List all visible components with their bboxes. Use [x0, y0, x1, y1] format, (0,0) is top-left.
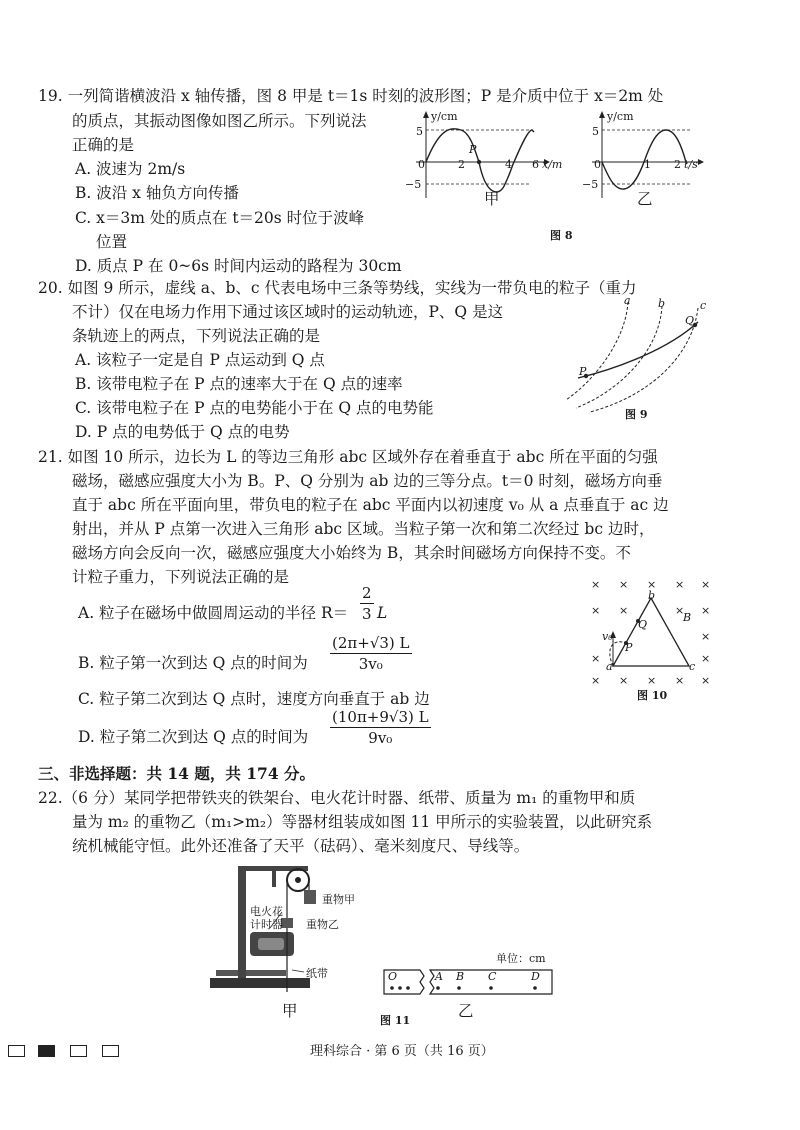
svg-text:×: × — [619, 674, 629, 687]
fig8-yi-tick1: 1 — [644, 158, 651, 171]
fig11-tape-point-c: C — [488, 970, 497, 983]
q21-option-b: B. 粒子第一次到达 Q 点的时间为 — [78, 654, 308, 672]
figure11-caption: 图 11 — [380, 1014, 411, 1027]
section3-heading: 三、非选择题：共 14 题，共 174 分。 — [38, 764, 316, 783]
svg-text:×: × — [647, 578, 657, 591]
q19-stem-line3: 正确的是 — [72, 136, 135, 154]
svg-text:×: × — [591, 604, 601, 617]
fig9-label-a: a — [624, 294, 631, 307]
q19-stem-line2: 的质点，其振动图像如图乙所示。下列说法 — [72, 112, 367, 130]
svg-text:×: × — [701, 674, 711, 687]
figure9-caption: 图 9 — [625, 408, 648, 421]
q20-option-b: B. 该带电粒子在 P 点的速率大于在 Q 点的速率 — [75, 375, 403, 393]
fig8-jia-point-p: P — [469, 143, 477, 156]
q20-option-d: D. P 点的电势低于 Q 点的电势 — [75, 423, 290, 441]
q19-option-c: C. x＝3m 处的质点在 t＝20s 时位于波峰 — [75, 209, 365, 227]
fig9-label-c: c — [700, 299, 707, 312]
q22-stem-line3: 统机械能守恒。此外还准备了天平（砝码）、毫米刻度尺、导线等。 — [72, 837, 530, 855]
fig11-tape-point-a: A — [435, 970, 443, 983]
q20-stem-line1: 20. 如图 9 所示，虚线 a、b、c 代表电场中三条等势线，实线为一带负电的粒子（重力 — [38, 279, 637, 297]
svg-text:×: × — [591, 652, 601, 665]
fig10-vertex-c: c — [689, 660, 696, 673]
fig11-label-weight1: 重物甲 — [322, 893, 355, 906]
fig11-label-tape: 纸带 — [306, 967, 328, 980]
svg-text:×: × — [675, 674, 685, 687]
q21-b-numerator: (2π+√3) L — [332, 634, 410, 652]
q19-option-d: D. 质点 P 在 0~6s 时间内运动的路程为 30cm — [75, 257, 402, 275]
q21-a-denominator: 3 — [362, 605, 372, 623]
q21-stem-line5: 磁场方向会反向一次，磁感应强度大小始终为 B，其余时间磁场方向保持不变。不 — [72, 544, 631, 562]
fig11-jia-name: 甲 — [282, 1002, 298, 1020]
q21-option-d: D. 粒子第二次到达 Q 点的时间为 — [78, 728, 309, 746]
fig8-yi-tick2: 2 — [674, 158, 681, 171]
figure8-vibration-graph — [586, 110, 716, 200]
fig10-point-p: P — [625, 641, 633, 654]
q22-stem-line1: 22.（6 分）某同学把带铁夹的铁架台、电火花计时器、纸带、质量为 m₁ 的重物甲和质 — [38, 789, 636, 807]
figure11-apparatus-diagram — [210, 860, 370, 1010]
q21-option-c: C. 粒子第二次到达 Q 点时，速度方向垂直于 ab 边 — [78, 690, 430, 708]
svg-text:×: × — [701, 652, 711, 665]
fig8-yi-origin: 0 — [594, 158, 601, 171]
figure8-caption: 图 8 — [550, 229, 573, 242]
fig8-yi-xlabel: t/s — [684, 158, 698, 171]
fig8-yi-ylabel: y/cm — [607, 110, 634, 123]
figure10-caption: 图 10 — [637, 689, 668, 702]
fig8-yi-yneg5: −5 — [582, 178, 599, 191]
svg-text:×: × — [675, 604, 685, 617]
figure11-paper-tape — [380, 962, 555, 1002]
fig9-point-q: Q — [685, 314, 695, 327]
fig11-tape-point-o: O — [388, 970, 398, 983]
q21-stem-line2: 磁场，磁感应强度大小为 B。P、Q 分别为 ab 边的三等分点。t＝0 时刻，磁场方向垂 — [72, 472, 663, 490]
svg-text:×: × — [619, 604, 629, 617]
q19-stem-line1: 19. 一列简谐横波沿 x 轴传播，图 8 甲是 t＝1s 时刻的波形图；P 是介质中位于 x＝2m 处 — [38, 87, 664, 105]
fig11-tape-unit: 单位：cm — [496, 952, 546, 965]
q20-option-a: A. 该粒子一定是自 P 点运动到 Q 点 — [75, 351, 325, 369]
svg-text:×: × — [675, 578, 685, 591]
svg-text:×: × — [619, 578, 629, 591]
q21-d-numerator: (10π+9√3) L — [332, 708, 429, 726]
q21-option-b-fraction — [330, 633, 412, 674]
fig10-field-b: B — [683, 611, 692, 624]
fig8-jia-name: 甲 — [484, 190, 500, 208]
svg-text:×: × — [647, 674, 657, 687]
fig10-v0: v₀ — [602, 630, 613, 643]
fig8-jia-tick4: 4 — [505, 158, 512, 171]
svg-text:×: × — [591, 674, 601, 687]
fig8-jia-xlabel: x/m — [542, 158, 563, 171]
q20-option-c: C. 该带电粒子在 P 点的电势能小于在 Q 点的电势能 — [75, 399, 434, 417]
fig8-jia-tick6: 6 — [532, 158, 539, 171]
fig11-tape-point-b: B — [456, 970, 465, 983]
q19-option-c-cont: 位置 — [96, 233, 128, 251]
q21-option-a-tail: L — [377, 604, 388, 622]
figure8-wave-graph — [410, 110, 550, 200]
fig11-label-timer1: 电火花 — [250, 905, 283, 918]
q21-stem-line1: 21. 如图 10 所示，边长为 L 的等边三角形 abc 区域外存在着垂直于 abc 所在平面的匀强 — [38, 448, 658, 466]
footer-marker-2 — [38, 1045, 55, 1057]
q21-b-denominator: 3v₀ — [358, 655, 383, 673]
fig8-jia-yneg5: −5 — [405, 178, 422, 191]
footer-marker-3 — [70, 1045, 87, 1057]
fig8-yi-y5: 5 — [592, 125, 599, 138]
fig11-label-timer2: 计时器 — [250, 918, 283, 931]
svg-text:×: × — [701, 630, 711, 643]
fig8-jia-tick2: 2 — [458, 158, 465, 171]
fig10-point-q: Q — [638, 618, 648, 631]
q20-stem-line2: 不计）仅在电场力作用下通过该区域时的运动轨迹，P、Q 是这 — [72, 303, 504, 321]
fig8-yi-name: 乙 — [637, 190, 653, 208]
q21-stem-line3: 直于 abc 所在平面向里，带负电的粒子在 abc 平面内以初速度 v₀ 从 a 点垂直于 ac 边 — [72, 496, 669, 514]
fig8-jia-y5: 5 — [416, 125, 423, 138]
footer-marker-4 — [102, 1045, 119, 1057]
fig11-label-weight2: 重物乙 — [306, 918, 339, 931]
fig8-jia-ylabel: y/cm — [431, 110, 458, 123]
page-footer: 理科综合 · 第 6 页（共 16 页） — [310, 1044, 494, 1059]
fig8-jia-origin: 0 — [418, 158, 425, 171]
q21-stem-line4: 射出，并从 P 点第一次进入三角形 abc 区域。当粒子第一次和第二次经过 bc 边时， — [72, 520, 655, 538]
q21-option-a: A. 粒子在磁场中做圆周运动的半径 R＝ — [78, 604, 349, 622]
fig10-vertex-a: a — [606, 660, 613, 673]
svg-text:×: × — [701, 604, 711, 617]
q21-a-numerator: 2 — [362, 584, 372, 602]
q21-option-d-fraction — [330, 707, 431, 748]
q21-option-a-fraction — [360, 583, 374, 624]
svg-text:×: × — [701, 578, 711, 591]
q19-option-b: B. 波沿 x 轴负方向传播 — [75, 184, 239, 202]
fig11-tape-point-d: D — [531, 970, 540, 983]
svg-text:×: × — [591, 578, 601, 591]
q21-stem-line6: 计粒子重力，下列说法正确的是 — [72, 568, 290, 586]
q22-stem-line2: 量为 m₂ 的重物乙（m₁>m₂）等器材组装成如图 11 甲所示的实验装置，以此研究系 — [72, 813, 653, 831]
fig9-label-b: b — [658, 297, 666, 310]
fig9-point-p: P — [579, 365, 587, 378]
q20-stem-line3: 条轨迹上的两点，下列说法正确的是 — [72, 327, 321, 345]
fig10-vertex-b: b — [648, 589, 656, 602]
q19-option-a: A. 波速为 2m/s — [75, 160, 186, 178]
q21-d-denominator: 9v₀ — [368, 729, 393, 747]
footer-marker-1 — [8, 1045, 25, 1057]
fig11-yi-name: 乙 — [458, 1002, 474, 1020]
